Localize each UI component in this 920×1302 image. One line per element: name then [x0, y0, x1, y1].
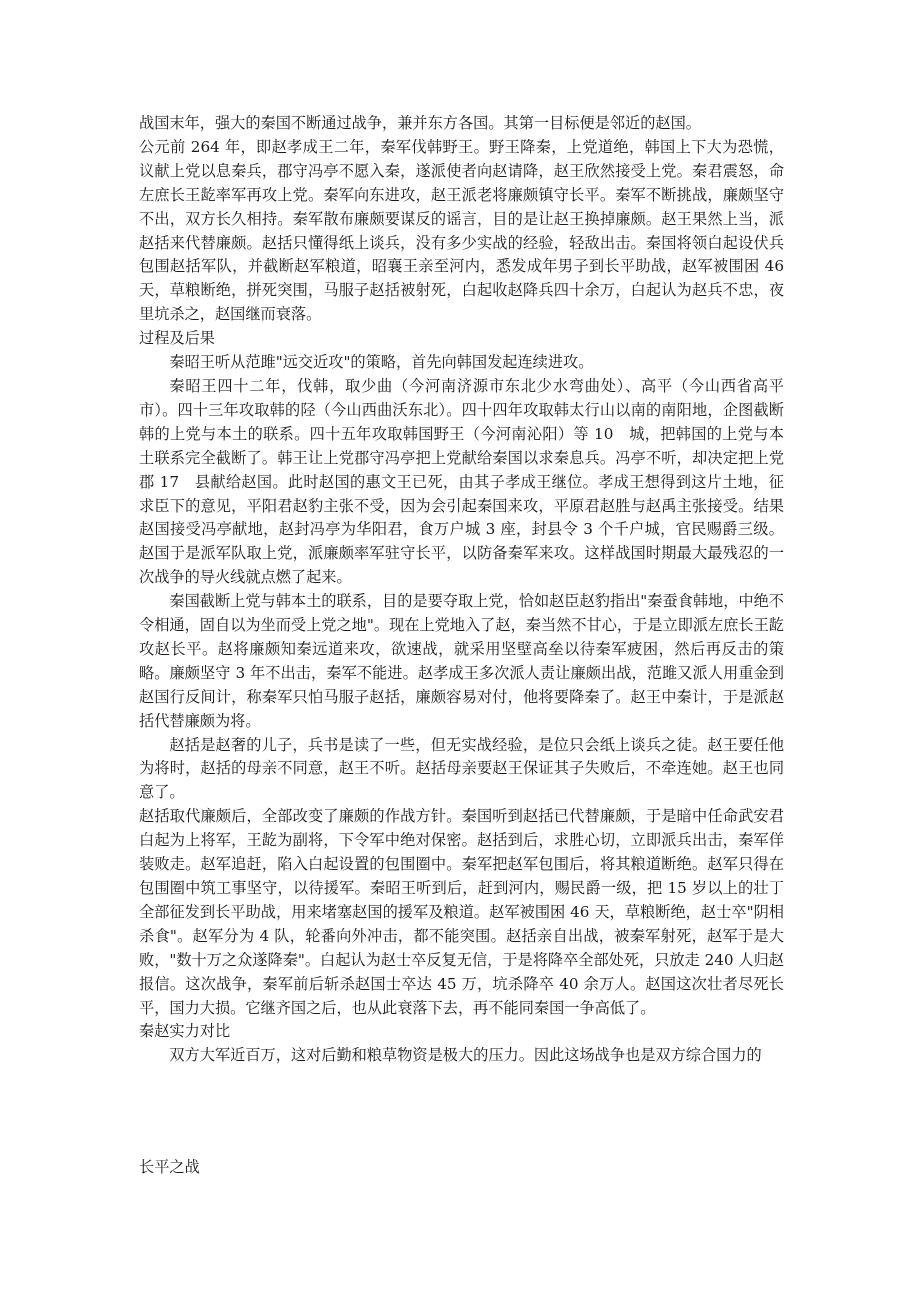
- paragraph-campaign: 秦昭王四十二年，伐韩，取少曲（今河南济源市东北少水弯曲处）、高平（今山西省高平市）。四十三年攻取韩的陉（今山西曲沃东北）。四十四年攻取韩太行山以南的南阳地，企图截断韩的上党与本土的联系。四十五年攻取韩国野王（今河南沁阳）等 10 城，把韩国的上党与本土联系完全截断了。韩王让上党郡守冯亭把上党献给秦国以求秦息兵。冯亭不听，却决定把上党郡 17 县献给赵国。此时赵国的惠文王已死，由其子孝成王继位。孝成王想得到这片土地，征求臣下的意见，平阳君赵豹主张不受，因为会引起秦国来攻，平原君赵胜与赵禹主张接受。结果赵国接受冯亭献地，赵封冯亭为华阳君，食万户城 3 座，封县令 3 个千户城，官民赐爵三级。赵国于是派军队取上党，派廉颇率军驻守长平，以防备秦军来攻。这样战国时期最大最残忍的一次战争的导火线就点燃了起来。: [139, 376, 784, 587]
- footer-title: 长平之战: [139, 1158, 200, 1176]
- section-heading-comparison: 秦赵实力对比: [139, 1022, 231, 1041]
- paragraph-battle: 赵括取代廉颇后，全部改变了廉颇的作战方针。秦国听到赵括已代替廉颇，于是暗中任命武安君白起为上将军，王龁为副将，下令军中绝对保密。赵括到后，求胜心切，立即派兵出击，秦军佯装败走。赵军追赶，陷入白起设置的包围圈中。秦军把赵军包围后，将其粮道断绝。赵军只得在包围圈中筑工事坚守，以待援军。秦昭王听到后，赶到河内，赐民爵一级，把 15 岁以上的壮丁全部征发到长平助战，用来堵塞赵国的援军及粮道。赵军被围困 46 天，草粮断绝，赵士卒"阴相杀食"。赵军分为 4 队，轮番向外冲击，都不能突围。赵括亲自出战，被秦军射死，赵军于是大败，"数十万之众遂降秦"。白起认为赵士卒反复无信，于是将降卒全部处死，只放走 240 人归赵报信。这次战争，秦军前后斩杀赵国士卒达 45 万，坑杀降卒 40 余万人。赵国这次壮者尽死长平，国力大损。它继齐国之后，也从此衰落下去，再不能同秦国一争高低了。: [139, 807, 784, 1017]
- paragraph-intro: 战国末年，强大的秦国不断通过战争，兼并东方各国。其第一目标便是邻近的赵国。: [139, 114, 701, 132]
- paragraph-zhao-kuo: 赵括是赵奢的儿子，兵书是读了一些，但无实战经验，是位只会纸上谈兵之徒。赵王要任他为将时，赵括的母亲不同意，赵王不听。赵括母亲要赵王保证其子失败后，不牵连她。赵王也同意了。: [139, 735, 784, 802]
- article-body: [139, 112, 784, 1068]
- section-heading-process: 过程及后果: [139, 329, 215, 348]
- paragraph-comparison: 双方大军近百万，这对后勤和粮草物资是极大的压力。因此这场战争也是双方综合国力的: [169, 1046, 762, 1065]
- paragraph-standoff: 秦国截断上党与韩本土的联系，目的是要夺取上党，恰如赵臣赵豹指出"秦蚕食韩地，中绝不令相通，固自以为坐而受上党之地"。现在上党地入了赵，秦当然不甘心，于是立即派左庶长王龁攻赵长平。赵将廉颇知秦远道来攻，欲速战，就采用坚壁高垒以待秦军疲困，然后再反击的策略。廉颇坚守 3 年不出击，秦军不能进。赵孝成王多次派人责让廉颇出战，范雎又派人用重金到赵国行反间计，称秦军只怕马服子赵括，廉颇容易对付，他将要降秦了。赵王中秦计，于是派赵括代替廉颇为将。: [139, 592, 784, 730]
- paragraph-summary: 公元前 264 年，即赵孝成王二年，秦军伐韩野王。野王降秦，上党道绝，韩国上下大为恐慌，议献上党以息秦兵，郡守冯亭不愿入秦，遂派使者向赵请降，赵王欣然接受上党。秦君震怒，命左庶长王龁率军再攻上党。秦军向东进攻，赵王派老将廉颇镇守长平。秦军不断挑战，廉颇坚守不出，双方长久相持。秦军散布廉颇要谋反的谣言，目的是让赵王换掉廉颇。赵王果然上当，派赵括来代替廉颇。赵括只懂得纸上谈兵，没有多少实战的经验，轻敌出击。秦国将领白起设伏兵包围赵括军队，并截断赵军粮道，昭襄王亲至河内，悉发成年男子到长平助战，赵军被围困 46 天，草粮断绝，拼死突围，马服子赵括被射死，白起收赵降兵四十余万，白起认为赵兵不忠，夜里坑杀之，赵国继而衰落。: [139, 137, 784, 324]
- paragraph-strategy: 秦昭王听从范雎"远交近攻"的策略，首先向韩国发起连续进攻。: [169, 353, 594, 372]
